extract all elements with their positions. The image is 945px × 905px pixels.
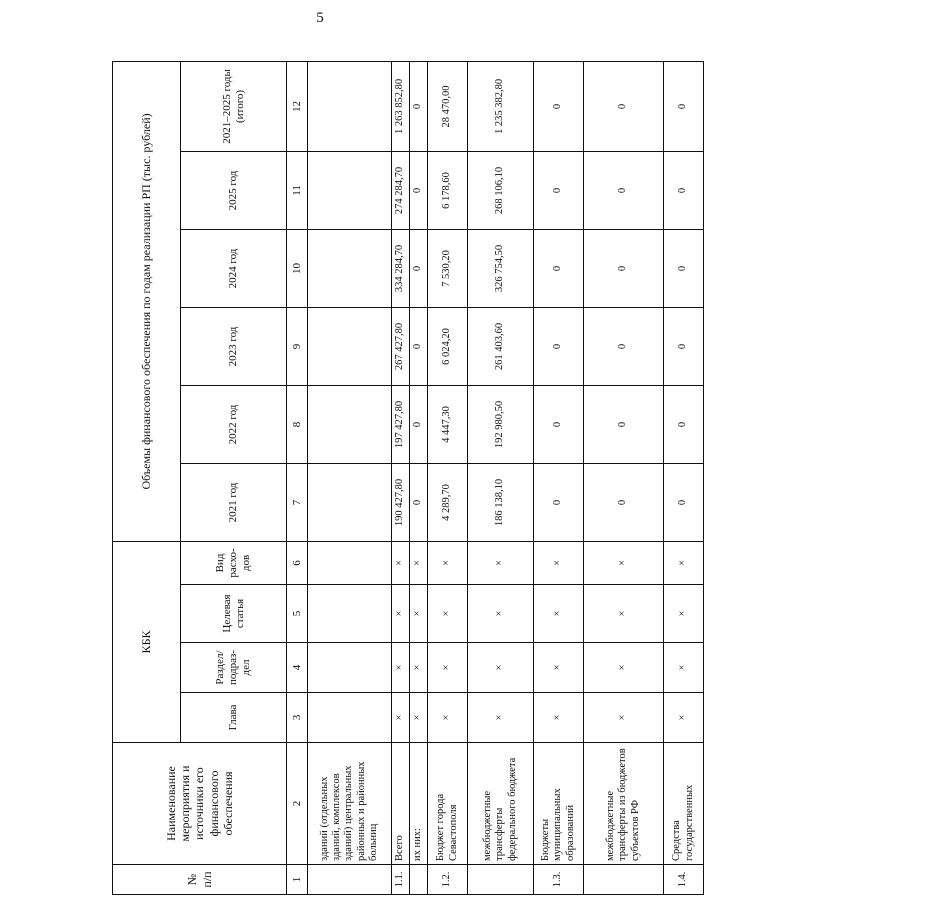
row-name: межбюджетные трансферты федерального бюджета bbox=[468, 743, 534, 865]
row-razdel bbox=[308, 643, 392, 693]
table-row bbox=[410, 61, 428, 894]
page-number: 5 bbox=[316, 10, 324, 26]
row-value-2021: 186 138,10 bbox=[468, 463, 534, 541]
column-number: 6 bbox=[287, 541, 308, 584]
row-razdel: × bbox=[428, 643, 468, 693]
row-value-2022: 0 bbox=[664, 385, 704, 463]
header-year-2024: 2024 год bbox=[181, 229, 287, 307]
row-value-2023: 0 bbox=[410, 307, 428, 385]
row-glava bbox=[308, 693, 392, 743]
row-vid: × bbox=[410, 541, 428, 584]
row-value-2022 bbox=[308, 385, 392, 463]
header-volumes: Объемы финансового обеспечения по годам реализации РП (тыс. рублей) bbox=[113, 61, 181, 541]
table-row bbox=[584, 61, 664, 894]
table-body bbox=[308, 61, 704, 894]
header-celevaya: Целевая статья bbox=[181, 585, 287, 643]
row-value-2022: 197 427,80 bbox=[392, 385, 410, 463]
row-name: Бюджет города Севастополя bbox=[428, 743, 468, 865]
row-value-2022: 192 980,50 bbox=[468, 385, 534, 463]
row-value-2021: 0 bbox=[664, 463, 704, 541]
row-celevaya: × bbox=[468, 585, 534, 643]
row-value-2024: 0 bbox=[584, 229, 664, 307]
row-value-2023: 0 bbox=[664, 307, 704, 385]
row-value-2024 bbox=[308, 229, 392, 307]
header-glava: Глава bbox=[181, 693, 287, 743]
row-value-2023: 267 427,80 bbox=[392, 307, 410, 385]
row-value-2021: 0 bbox=[584, 463, 664, 541]
table-row bbox=[392, 61, 410, 894]
table-row bbox=[664, 61, 704, 894]
row-glava: × bbox=[410, 693, 428, 743]
row-name: зданий (отдельных зданий, комплексов зданий) центральных районных и районных больниц bbox=[308, 743, 392, 865]
row-no: 1.4. bbox=[664, 865, 704, 895]
row-celevaya: × bbox=[410, 585, 428, 643]
column-number: 10 bbox=[287, 229, 308, 307]
table-row bbox=[534, 61, 584, 894]
row-value-2022: 4 447,30 bbox=[428, 385, 468, 463]
row-value-2021: 4 289,70 bbox=[428, 463, 468, 541]
row-vid: × bbox=[664, 541, 704, 584]
row-vid bbox=[308, 541, 392, 584]
financing-table bbox=[112, 61, 704, 895]
row-value-total: 0 bbox=[664, 61, 704, 151]
row-value-2024: 0 bbox=[410, 229, 428, 307]
row-value-2022: 0 bbox=[584, 385, 664, 463]
header-year-2025: 2025 год bbox=[181, 151, 287, 229]
header-year-2023: 2023 год bbox=[181, 307, 287, 385]
row-value-2023: 6 024,20 bbox=[428, 307, 468, 385]
row-value-2023: 261 403,60 bbox=[468, 307, 534, 385]
header-year-2021: 2021 год bbox=[181, 463, 287, 541]
row-no: 1.1. bbox=[392, 865, 410, 895]
row-razdel: × bbox=[664, 643, 704, 693]
column-number: 11 bbox=[287, 151, 308, 229]
row-no: 1.3. bbox=[534, 865, 584, 895]
row-value-2022: 0 bbox=[534, 385, 584, 463]
row-value-2025 bbox=[308, 151, 392, 229]
row-value-2024: 326 754,50 bbox=[468, 229, 534, 307]
row-value-2023: 0 bbox=[584, 307, 664, 385]
row-no bbox=[308, 865, 392, 895]
row-no bbox=[468, 865, 534, 895]
row-value-2025: 0 bbox=[664, 151, 704, 229]
row-value-2021: 0 bbox=[534, 463, 584, 541]
row-value-total: 0 bbox=[534, 61, 584, 151]
table-row bbox=[308, 61, 392, 894]
row-value-2024: 0 bbox=[534, 229, 584, 307]
rotated-table-container bbox=[112, 62, 695, 895]
column-number: 2 bbox=[287, 743, 308, 865]
row-vid: × bbox=[534, 541, 584, 584]
row-razdel: × bbox=[468, 643, 534, 693]
row-razdel: × bbox=[584, 643, 664, 693]
table-row bbox=[428, 61, 468, 894]
row-celevaya: × bbox=[584, 585, 664, 643]
row-no bbox=[410, 865, 428, 895]
row-value-2025: 6 178,60 bbox=[428, 151, 468, 229]
column-number: 5 bbox=[287, 585, 308, 643]
row-value-2024: 0 bbox=[664, 229, 704, 307]
row-value-total: 1 263 852,80 bbox=[392, 61, 410, 151]
header-vid: Вид расхо-дов bbox=[181, 541, 287, 584]
row-glava: × bbox=[534, 693, 584, 743]
row-no bbox=[584, 865, 664, 895]
row-vid: × bbox=[584, 541, 664, 584]
column-number: 9 bbox=[287, 307, 308, 385]
column-number: 12 bbox=[287, 61, 308, 151]
row-value-total: 1 235 382,80 bbox=[468, 61, 534, 151]
row-name: их них: bbox=[410, 743, 428, 865]
header-no: № п/п bbox=[113, 865, 287, 895]
row-razdel: × bbox=[392, 643, 410, 693]
table-row bbox=[468, 61, 534, 894]
row-no: 1.2. bbox=[428, 865, 468, 895]
header-name: Наименование мероприятия и источники его финансового обеспечения bbox=[113, 743, 287, 865]
row-celevaya: × bbox=[428, 585, 468, 643]
row-name: Всего bbox=[392, 743, 410, 865]
column-number: 3 bbox=[287, 693, 308, 743]
header-razdel: Раздел/ подраз-дел bbox=[181, 643, 287, 693]
row-razdel: × bbox=[410, 643, 428, 693]
row-value-2025: 274 284,70 bbox=[392, 151, 410, 229]
row-value-2024: 7 530,20 bbox=[428, 229, 468, 307]
row-name: Бюджеты муниципальных образований bbox=[534, 743, 584, 865]
row-value-total bbox=[308, 61, 392, 151]
row-value-2023: 0 bbox=[534, 307, 584, 385]
row-glava: × bbox=[584, 693, 664, 743]
row-value-2023 bbox=[308, 307, 392, 385]
row-glava: × bbox=[664, 693, 704, 743]
row-celevaya: × bbox=[392, 585, 410, 643]
row-value-total: 28 470,00 bbox=[428, 61, 468, 151]
row-value-2021: 190 427,80 bbox=[392, 463, 410, 541]
row-razdel: × bbox=[534, 643, 584, 693]
header-year-total: 2021–2025 годы (итого) bbox=[181, 61, 287, 151]
row-name: Средства государственных bbox=[664, 743, 704, 865]
column-number: 1 bbox=[287, 865, 308, 895]
row-glava: × bbox=[392, 693, 410, 743]
row-value-total: 0 bbox=[584, 61, 664, 151]
row-value-2022: 0 bbox=[410, 385, 428, 463]
row-vid: × bbox=[468, 541, 534, 584]
row-vid: × bbox=[392, 541, 410, 584]
row-value-2021: 0 bbox=[410, 463, 428, 541]
row-vid: × bbox=[428, 541, 468, 584]
header-kbk: КБК bbox=[113, 541, 181, 742]
row-glava: × bbox=[428, 693, 468, 743]
row-celevaya bbox=[308, 585, 392, 643]
table-area bbox=[112, 62, 945, 888]
row-value-2025: 0 bbox=[534, 151, 584, 229]
row-value-2024: 334 284,70 bbox=[392, 229, 410, 307]
row-value-total: 0 bbox=[410, 61, 428, 151]
header-year-2022: 2022 год bbox=[181, 385, 287, 463]
row-value-2025: 0 bbox=[584, 151, 664, 229]
row-celevaya: × bbox=[664, 585, 704, 643]
column-number: 7 bbox=[287, 463, 308, 541]
column-numbers-row bbox=[287, 61, 308, 894]
row-celevaya: × bbox=[534, 585, 584, 643]
row-value-2021 bbox=[308, 463, 392, 541]
row-value-2025: 268 106,10 bbox=[468, 151, 534, 229]
row-glava: × bbox=[468, 693, 534, 743]
row-value-2025: 0 bbox=[410, 151, 428, 229]
column-number: 8 bbox=[287, 385, 308, 463]
column-number: 4 bbox=[287, 643, 308, 693]
row-name: межбюджетные трансферты из бюджетов субъектов РФ bbox=[584, 743, 664, 865]
